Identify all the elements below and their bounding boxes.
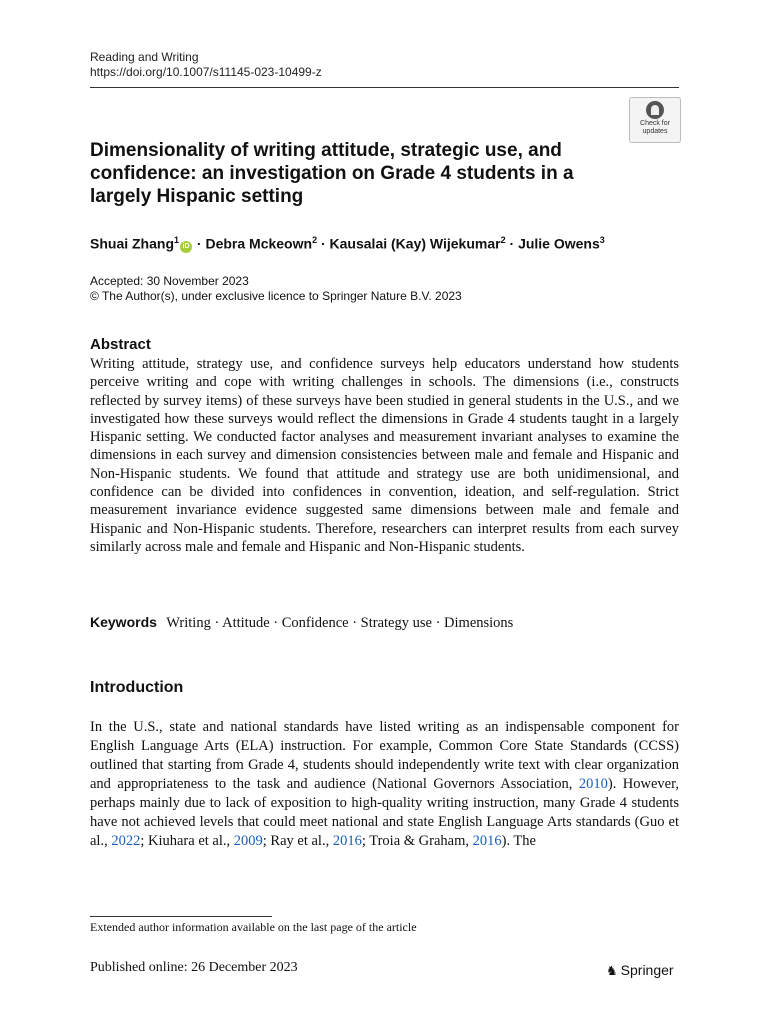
abstract-heading: Abstract — [90, 336, 151, 353]
citation-link[interactable]: 2010 — [578, 776, 608, 792]
intro-text-run: In the U.S., state and national standards have listed writing as an indispensable component for English Language Arts (ELA) instruction. For example, Common Core State Standards (CCSS) outlined that starting from Grade 4, students should independently write text with clear organization and appropriateness to the task and audience (National Governors Association, — [90, 719, 679, 792]
check-for-updates-icon — [646, 101, 664, 119]
doi-link[interactable]: https://doi.org/10.1007/s11145-023-10499-z — [90, 65, 322, 79]
keyword: Strategy use — [360, 615, 432, 631]
keyword-separator: · — [348, 615, 361, 631]
article-title: Dimensionality of writing attitude, strategic use, and confidence: an investigation on Grade 4 students in a largely Hispanic setting — [90, 140, 574, 207]
publisher-logo — [606, 961, 674, 980]
footnote: Extended author information available on the last page of the article — [90, 920, 417, 934]
citation-link[interactable]: 2016 — [332, 833, 362, 849]
intro-text-run: ; Kiuhara et al., — [140, 833, 234, 849]
footnote-rule — [90, 916, 272, 917]
citation-link[interactable]: 2022 — [111, 833, 141, 849]
intro-text-run: ; Troia & Graham, — [361, 833, 473, 849]
keyword: Dimensions — [444, 615, 514, 631]
springer-horse-icon: ♞ — [606, 963, 618, 978]
keyword: Confidence — [281, 615, 349, 631]
published-online: Published online: 26 December 2023 — [90, 960, 298, 975]
publisher-name: Springer — [620, 962, 674, 978]
author-affiliation: 3 — [599, 235, 605, 245]
badge-line-1: Check for — [640, 120, 670, 127]
intro-text-run: ; Ray et al., — [262, 833, 333, 849]
orcid-icon[interactable]: iD — [180, 241, 192, 253]
keywords — [90, 613, 513, 632]
keyword-separator: · — [269, 615, 282, 631]
citation-link[interactable]: 2016 — [472, 833, 502, 849]
introduction-heading: Introduction — [90, 679, 184, 696]
journal-name: Reading and Writing — [90, 50, 199, 64]
keyword: Attitude — [222, 615, 270, 631]
keywords-heading: Keywords — [90, 614, 157, 630]
intro-text-run: ). The — [501, 833, 536, 849]
keyword-separator: · — [431, 615, 445, 631]
citation-link[interactable]: 2009 — [233, 833, 263, 849]
author-affiliation: 2 — [312, 235, 318, 245]
check-for-updates-badge[interactable] — [629, 97, 681, 143]
author-name[interactable]: Julie Owens — [518, 235, 600, 252]
keywords-list — [166, 615, 513, 631]
author-name[interactable]: Kausalai (Kay) Wijekumar — [329, 235, 501, 252]
keyword-separator: · — [210, 615, 223, 631]
introduction-text — [90, 718, 679, 851]
header-rule — [90, 87, 679, 88]
intro-text-run: ). However, perhaps mainly due to lack of exposition to high-quality writing instruction, many Grade 4 students have not achieved levels that could meet national and state English Language Arts standards (Guo et al., — [90, 776, 679, 849]
author-affiliation: 1 — [174, 235, 180, 245]
accepted-date: Accepted: 30 November 2023 — [90, 274, 249, 288]
article-dates — [90, 274, 462, 304]
journal-header — [90, 50, 322, 80]
author-affiliation: 2 — [500, 235, 506, 245]
author-name[interactable]: Debra Mckeown — [205, 235, 313, 252]
author-name[interactable]: Shuai Zhang — [90, 235, 174, 252]
keyword: Writing — [166, 615, 211, 631]
copyright-notice: © The Author(s), under exclusive licence to Springer Nature B.V. 2023 — [90, 289, 462, 303]
badge-line-2: updates — [642, 128, 668, 135]
author-list: Shuai Zhang$^1$iD · Debra Mckeown$^2$ · Kausalai (Kay) Wijekumar$^2$ · Julie Owens$^3$ — [90, 235, 605, 252]
abstract-text: Writing attitude, strategy use, and confidence surveys help educators understand how students perceive writing and cope with writing challenges in schools. The dimensions (i.e., constructs reflected by survey items) of these surveys have been studied in general students in the U.S., and we investigated how these surveys would reflect the dimensions in Grade 4 students taught in a largely Hispanic setting. We conducted factor analyses and measurement invariant analyses to examine the dimensions in each survey and dimension consistencies between male and female and Hispanic and Non-Hispanic students. We found that attitude and strategy use are both unidimensional, and confidence can be divided into confidences in convention, ideation, and self-regulation. Strict measurement invariance evidence suggested same dimensions between male and female and Hispanic and Non-Hispanic students. Therefore, researchers can interpret results from each survey similarly across male and female and Hispanic and Non-Hispanic students. — [90, 356, 679, 555]
